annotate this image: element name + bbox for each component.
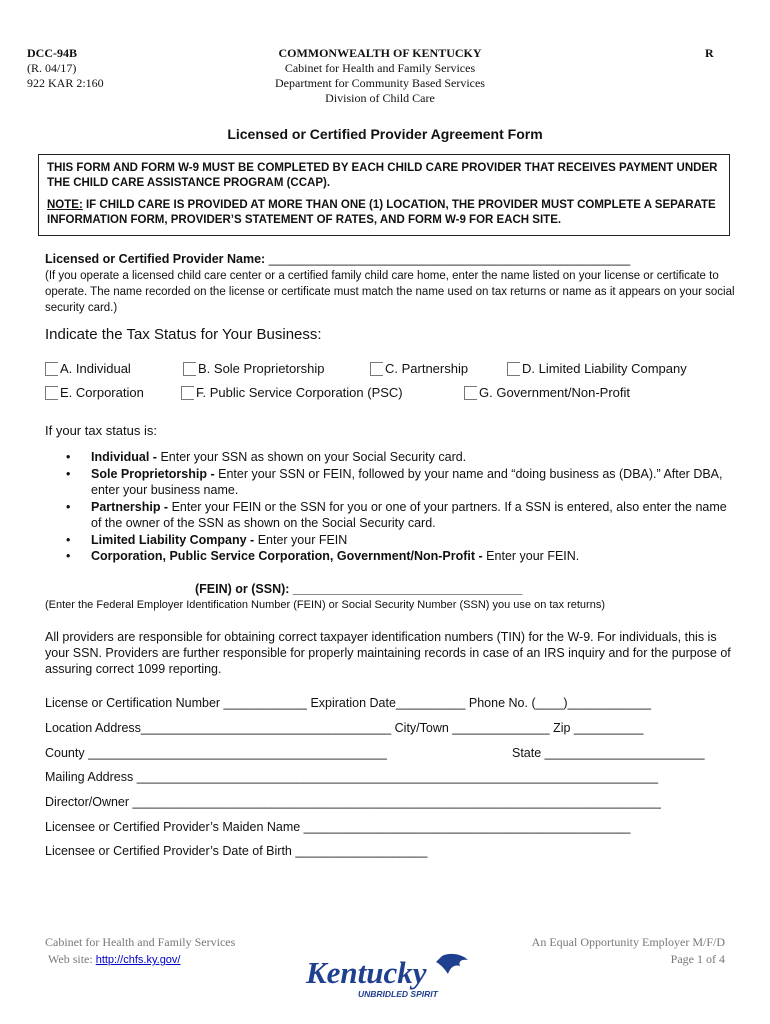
form-revision: (R. 04/17) [27,61,77,75]
bullet-icon: • [66,466,71,481]
list-item-text: Enter your FEIN [254,532,348,547]
checkbox-icon[interactable] [45,362,58,376]
list-item [66,548,736,565]
list-item [66,466,736,499]
department-name: Department for Community Based Services [275,76,485,90]
checkbox-label: C. Partnership [385,361,469,376]
list-item-term: Partnership - [91,499,169,514]
checkbox-icon[interactable] [464,386,477,400]
list-item [66,449,736,466]
note-text: IF CHILD CARE IS PROVIDED AT MORE THAN ONE (1) LOCATION, THE PROVIDER MUST COMPLETE A SEPARATE INFORMATION FORM, PROVIDER’S STATEMENT OF RATES, AND FORM W-9 FOR EACH SITE. [47,199,716,226]
checkbox-individual[interactable] [45,361,131,376]
list-item-text: Enter your FEIN or the SSN for you or one of your partners. If a SSN is entered, also enter the name of the owner of the SSN as shown on the Social Security card. [91,499,727,530]
kentucky-logo [302,950,474,1002]
bullet-icon: • [66,450,71,464]
note-label: NOTE: [47,199,83,211]
bullet-icon: • [66,532,71,547]
footer-right [440,934,725,968]
license-number-field[interactable]: License or Certification Number ____________ Expiration Date__________ Phone No. (____)____________ [45,696,651,710]
form-id: DCC-94B [27,46,77,60]
list-item-term: Limited Liability Company - [91,532,255,547]
checkbox-label: B. Sole Proprietorship [198,361,325,376]
checkbox-icon[interactable] [507,362,520,376]
checkbox-psc[interactable] [181,385,403,400]
footer-page-number: Page 1 of 4 [670,952,725,966]
tin-paragraph: All providers are responsible for obtaining correct taxpayer identification numbers (TIN) for the W-9. For individuals, this is your SSN. Providers are further responsible for properly maintaining records in case of an IRS inquiry and for the purpose of assuring correct 1099 reporting. [45,630,731,676]
checkbox-label: E. Corporation [60,385,144,400]
list-item-term: Corporation, Public Service Corporation, Government/Non-Profit - [91,549,483,563]
provider-name-blank[interactable]: ____________________________________________________ [268,252,631,266]
checkbox-partnership[interactable] [370,361,468,376]
tax-status-list [66,449,736,565]
county-field[interactable]: County ___________________________________________ [45,746,388,760]
checkbox-icon[interactable] [370,362,383,376]
checkbox-llc[interactable] [507,361,687,376]
location-address-field[interactable]: Location Address____________________________________ City/Town ______________ Zip __________ [45,721,644,735]
list-item [66,499,736,532]
mailing-address-field[interactable]: Mailing Address ___________________________________________________________________________ [45,770,659,784]
checkbox-label: D. Limited Liability Company [522,361,687,376]
division-name: Division of Child Care [325,91,435,105]
notice-line: THIS FORM AND FORM W-9 MUST BE COMPLETED BY EACH CHILD CARE PROVIDER THAT RECEIVES PAYMENT UNDER THE CHILD CARE ASSISTANCE PROGRAM (CCAP). [47,162,718,189]
fein-ssn-blank[interactable]: _________________________________ [289,582,523,596]
checkbox-corporation[interactable] [45,385,144,400]
provider-name-label: Licensed or Certified Provider Name: [45,252,266,266]
provider-name-field[interactable] [45,252,630,266]
form-regulation: 922 KAR 2:160 [27,76,104,90]
list-item-term: Individual - [91,450,157,464]
notice-note [47,198,721,228]
state-field[interactable]: State _______________________ [512,746,705,760]
fein-ssn-field[interactable] [195,582,522,596]
form-header-left [27,46,104,91]
bullet-icon: • [66,549,71,563]
logo-word: Kentucky [306,955,427,990]
provider-name-note: (If you operate a licensed child care center or a certified family child care home, enter the name listed on your license or certificate to operate. The name recorded on the license or certificate must match the name used on tax returns or name as it appears on your social security card.) [45,270,735,314]
list-item-term: Sole Proprietorship - [91,466,215,481]
notice-box [38,154,730,236]
list-item-text: Enter your FEIN. [482,549,580,563]
footer-cabinet: Cabinet for Health and Family Services [45,935,236,949]
maiden-name-field[interactable]: Licensee or Certified Provider’s Maiden Name _______________________________________________ [45,820,631,834]
horse-head-icon [436,954,468,974]
form-header-center [230,46,530,106]
checkbox-icon[interactable] [183,362,196,376]
state-name: COMMONWEALTH OF KENTUCKY [278,46,482,60]
cabinet-name: Cabinet for Health and Family Services [284,61,476,75]
footer-left [45,934,235,969]
checkbox-label: G. Government/Non-Profit [479,385,630,400]
footer-employer: An Equal Opportunity Employer M/F/D [531,935,725,949]
checkbox-sole-proprietorship[interactable] [183,361,324,376]
bullet-icon: • [66,499,71,514]
list-item-text: Enter your SSN as shown on your Social Security card. [156,450,467,464]
checkbox-icon[interactable] [181,386,194,400]
website-link[interactable]: http://chfs.ky.gov/ [95,954,181,966]
tax-status-intro: If your tax status is: [45,423,157,438]
fein-ssn-label: (FEIN) or (SSN): [195,582,290,596]
checkbox-government-nonprofit[interactable] [464,385,630,400]
page-title: Licensed or Certified Provider Agreement Form [227,126,543,142]
checkbox-icon[interactable] [45,386,58,400]
list-item-text: Enter your SSN or FEIN, followed by your name and “doing business as (DBA).” After DBA, enter your business name. [91,466,723,497]
corner-mark: R [705,46,714,60]
checkbox-label: A. Individual [60,361,131,376]
director-owner-field[interactable]: Director/Owner ____________________________________________________________________________ [45,795,661,809]
checkbox-label: F. Public Service Corporation (PSC) [196,385,403,400]
tax-status-title: Indicate the Tax Status for Your Business: [45,326,322,343]
website-label: Web site: [48,952,96,966]
date-of-birth-field[interactable]: Licensee or Certified Provider’s Date of Birth ___________________ [45,844,428,858]
list-item [66,532,736,549]
logo-tagline: UNBRIDLED SPIRIT [358,989,438,999]
fein-ssn-note: (Enter the Federal Employer Identification Number (FEIN) or Social Security Number (SSN) you use on tax returns) [45,599,605,611]
footer-website [45,951,235,969]
